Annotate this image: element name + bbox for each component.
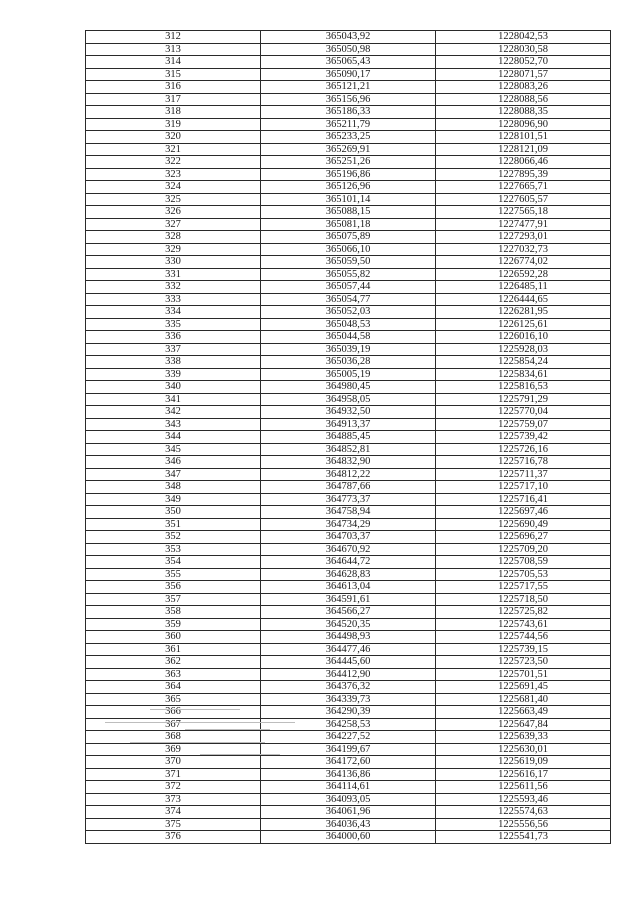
x-coordinate-cell: 365065,43 xyxy=(261,56,436,69)
point-number-cell: 354 xyxy=(86,556,261,569)
x-coordinate-cell: 364913,37 xyxy=(261,418,436,431)
y-coordinate-cell: 1225717,55 xyxy=(436,581,611,594)
y-coordinate-cell: 1228088,35 xyxy=(436,106,611,119)
table-row xyxy=(86,506,611,519)
y-coordinate-cell: 1226774,02 xyxy=(436,256,611,269)
x-coordinate-cell: 364980,45 xyxy=(261,381,436,394)
table-row xyxy=(86,281,611,294)
point-number-cell: 359 xyxy=(86,618,261,631)
point-number-cell: 352 xyxy=(86,531,261,544)
point-number-cell: 321 xyxy=(86,143,261,156)
point-number-cell: 332 xyxy=(86,281,261,294)
x-coordinate-cell: 365036,28 xyxy=(261,356,436,369)
y-coordinate-cell: 1225854,24 xyxy=(436,356,611,369)
y-coordinate-cell: 1226016,10 xyxy=(436,331,611,344)
table-row xyxy=(86,68,611,81)
scan-artifact-line xyxy=(185,729,270,730)
x-coordinate-cell: 364628,83 xyxy=(261,568,436,581)
y-coordinate-cell: 1225691,45 xyxy=(436,681,611,694)
y-coordinate-cell: 1225791,29 xyxy=(436,393,611,406)
table-row xyxy=(86,368,611,381)
table-row xyxy=(86,793,611,806)
y-coordinate-cell: 1227605,57 xyxy=(436,193,611,206)
y-coordinate-cell: 1225639,33 xyxy=(436,731,611,744)
y-coordinate-cell: 1228042,53 xyxy=(436,31,611,44)
x-coordinate-cell: 364376,32 xyxy=(261,681,436,694)
x-coordinate-cell: 365269,91 xyxy=(261,143,436,156)
x-coordinate-cell: 364644,72 xyxy=(261,556,436,569)
table-row xyxy=(86,643,611,656)
point-number-cell: 326 xyxy=(86,206,261,219)
x-coordinate-cell: 365251,26 xyxy=(261,156,436,169)
y-coordinate-cell: 1225928,03 xyxy=(436,343,611,356)
x-coordinate-cell: 364773,37 xyxy=(261,493,436,506)
scan-artifact-line xyxy=(105,722,295,723)
point-number-cell: 317 xyxy=(86,93,261,106)
table-row xyxy=(86,493,611,506)
point-number-cell: 363 xyxy=(86,668,261,681)
y-coordinate-cell: 1225556,56 xyxy=(436,818,611,831)
table-row xyxy=(86,343,611,356)
point-number-cell: 351 xyxy=(86,518,261,531)
point-number-cell: 323 xyxy=(86,168,261,181)
y-coordinate-cell: 1228088,56 xyxy=(436,93,611,106)
point-number-cell: 333 xyxy=(86,293,261,306)
table-row xyxy=(86,131,611,144)
point-number-cell: 316 xyxy=(86,81,261,94)
y-coordinate-cell: 1225616,17 xyxy=(436,768,611,781)
x-coordinate-cell: 365196,86 xyxy=(261,168,436,181)
x-coordinate-cell: 364670,92 xyxy=(261,543,436,556)
point-number-cell: 358 xyxy=(86,606,261,619)
table-row xyxy=(86,318,611,331)
y-coordinate-cell: 1225619,09 xyxy=(436,756,611,769)
x-coordinate-cell: 365055,82 xyxy=(261,268,436,281)
y-coordinate-cell: 1225574,63 xyxy=(436,806,611,819)
table-row xyxy=(86,418,611,431)
x-coordinate-cell: 365121,21 xyxy=(261,81,436,94)
x-coordinate-cell: 364258,53 xyxy=(261,718,436,731)
point-number-cell: 356 xyxy=(86,581,261,594)
point-number-cell: 325 xyxy=(86,193,261,206)
y-coordinate-cell: 1225696,27 xyxy=(436,531,611,544)
point-number-cell: 337 xyxy=(86,343,261,356)
x-coordinate-cell: 365044,58 xyxy=(261,331,436,344)
table-row xyxy=(86,181,611,194)
point-number-cell: 313 xyxy=(86,43,261,56)
x-coordinate-cell: 364136,86 xyxy=(261,768,436,781)
y-coordinate-cell: 1228096,90 xyxy=(436,118,611,131)
y-coordinate-cell: 1227895,39 xyxy=(436,168,611,181)
x-coordinate-cell: 365126,96 xyxy=(261,181,436,194)
table-row xyxy=(86,93,611,106)
y-coordinate-cell: 1225744,56 xyxy=(436,631,611,644)
point-number-cell: 336 xyxy=(86,331,261,344)
x-coordinate-cell: 364000,60 xyxy=(261,831,436,844)
table-row xyxy=(86,243,611,256)
y-coordinate-cell: 1225770,04 xyxy=(436,406,611,419)
table-row xyxy=(86,393,611,406)
table-row xyxy=(86,806,611,819)
point-number-cell: 355 xyxy=(86,568,261,581)
table-row xyxy=(86,256,611,269)
point-number-cell: 374 xyxy=(86,806,261,819)
point-number-cell: 330 xyxy=(86,256,261,269)
point-number-cell: 324 xyxy=(86,181,261,194)
point-number-cell: 348 xyxy=(86,481,261,494)
point-number-cell: 318 xyxy=(86,106,261,119)
table-row xyxy=(86,693,611,706)
point-number-cell: 353 xyxy=(86,543,261,556)
table-row xyxy=(86,706,611,719)
table-row xyxy=(86,556,611,569)
table-row xyxy=(86,106,611,119)
table-row xyxy=(86,743,611,756)
point-number-cell: 320 xyxy=(86,131,261,144)
point-number-cell: 327 xyxy=(86,218,261,231)
y-coordinate-cell: 1225726,16 xyxy=(436,443,611,456)
table-row xyxy=(86,781,611,794)
y-coordinate-cell: 1225593,46 xyxy=(436,793,611,806)
table-row xyxy=(86,668,611,681)
point-number-cell: 338 xyxy=(86,356,261,369)
point-number-cell: 360 xyxy=(86,631,261,644)
x-coordinate-cell: 365075,89 xyxy=(261,231,436,244)
point-number-cell: 370 xyxy=(86,756,261,769)
y-coordinate-cell: 1225759,07 xyxy=(436,418,611,431)
x-coordinate-cell: 365066,10 xyxy=(261,243,436,256)
point-number-cell: 312 xyxy=(86,31,261,44)
table-row xyxy=(86,31,611,44)
point-number-cell: 334 xyxy=(86,306,261,319)
table-row xyxy=(86,543,611,556)
point-number-cell: 319 xyxy=(86,118,261,131)
point-number-cell: 347 xyxy=(86,468,261,481)
x-coordinate-cell: 364787,66 xyxy=(261,481,436,494)
point-number-cell: 329 xyxy=(86,243,261,256)
table-row xyxy=(86,81,611,94)
y-coordinate-cell: 1227293,01 xyxy=(436,231,611,244)
x-coordinate-cell: 365233,25 xyxy=(261,131,436,144)
y-coordinate-cell: 1228030,58 xyxy=(436,43,611,56)
point-number-cell: 368 xyxy=(86,731,261,744)
y-coordinate-cell: 1227032,73 xyxy=(436,243,611,256)
x-coordinate-cell: 364412,90 xyxy=(261,668,436,681)
table-row xyxy=(86,168,611,181)
y-coordinate-cell: 1225709,20 xyxy=(436,543,611,556)
scan-artifact-line xyxy=(150,709,240,710)
table-row xyxy=(86,568,611,581)
y-coordinate-cell: 1226444,65 xyxy=(436,293,611,306)
table-row xyxy=(86,406,611,419)
y-coordinate-cell: 1227477,91 xyxy=(436,218,611,231)
x-coordinate-cell: 364520,35 xyxy=(261,618,436,631)
point-number-cell: 346 xyxy=(86,456,261,469)
y-coordinate-cell: 1225630,01 xyxy=(436,743,611,756)
point-number-cell: 341 xyxy=(86,393,261,406)
table-row xyxy=(86,606,611,619)
x-coordinate-cell: 365088,15 xyxy=(261,206,436,219)
table-row xyxy=(86,231,611,244)
point-number-cell: 375 xyxy=(86,818,261,831)
point-number-cell: 342 xyxy=(86,406,261,419)
point-number-cell: 362 xyxy=(86,656,261,669)
y-coordinate-cell: 1225681,40 xyxy=(436,693,611,706)
table-row xyxy=(86,456,611,469)
x-coordinate-cell: 364290,39 xyxy=(261,706,436,719)
point-number-cell: 314 xyxy=(86,56,261,69)
y-coordinate-cell: 1225697,46 xyxy=(436,506,611,519)
point-number-cell: 343 xyxy=(86,418,261,431)
point-number-cell: 345 xyxy=(86,443,261,456)
x-coordinate-cell: 364852,81 xyxy=(261,443,436,456)
y-coordinate-cell: 1226281,95 xyxy=(436,306,611,319)
x-coordinate-cell: 364199,67 xyxy=(261,743,436,756)
point-number-cell: 331 xyxy=(86,268,261,281)
table-row xyxy=(86,43,611,56)
y-coordinate-cell: 1225541,73 xyxy=(436,831,611,844)
point-number-cell: 328 xyxy=(86,231,261,244)
x-coordinate-cell: 365059,50 xyxy=(261,256,436,269)
y-coordinate-cell: 1225647,84 xyxy=(436,718,611,731)
x-coordinate-cell: 364339,73 xyxy=(261,693,436,706)
x-coordinate-cell: 365211,79 xyxy=(261,118,436,131)
x-coordinate-cell: 364061,96 xyxy=(261,806,436,819)
point-number-cell: 366 xyxy=(86,706,261,719)
x-coordinate-cell: 364227,52 xyxy=(261,731,436,744)
point-number-cell: 340 xyxy=(86,381,261,394)
table-row xyxy=(86,756,611,769)
point-number-cell: 367 xyxy=(86,718,261,731)
x-coordinate-cell: 365052,03 xyxy=(261,306,436,319)
point-number-cell: 339 xyxy=(86,368,261,381)
x-coordinate-cell: 364734,29 xyxy=(261,518,436,531)
y-coordinate-cell: 1225743,61 xyxy=(436,618,611,631)
x-coordinate-cell: 364758,94 xyxy=(261,506,436,519)
point-number-cell: 364 xyxy=(86,681,261,694)
point-number-cell: 361 xyxy=(86,643,261,656)
x-coordinate-cell: 364591,61 xyxy=(261,593,436,606)
x-coordinate-cell: 364885,45 xyxy=(261,431,436,444)
table-row xyxy=(86,331,611,344)
y-coordinate-cell: 1225716,41 xyxy=(436,493,611,506)
x-coordinate-cell: 365039,19 xyxy=(261,343,436,356)
y-coordinate-cell: 1225716,78 xyxy=(436,456,611,469)
x-coordinate-cell: 365081,18 xyxy=(261,218,436,231)
point-number-cell: 335 xyxy=(86,318,261,331)
y-coordinate-cell: 1225663,49 xyxy=(436,706,611,719)
x-coordinate-cell: 365057,44 xyxy=(261,281,436,294)
point-number-cell: 357 xyxy=(86,593,261,606)
y-coordinate-cell: 1225723,50 xyxy=(436,656,611,669)
y-coordinate-cell: 1226125,61 xyxy=(436,318,611,331)
table-row xyxy=(86,681,611,694)
x-coordinate-cell: 364812,22 xyxy=(261,468,436,481)
y-coordinate-cell: 1225708,59 xyxy=(436,556,611,569)
table-row xyxy=(86,206,611,219)
scan-artifact-line xyxy=(200,754,280,755)
table-row xyxy=(86,356,611,369)
table-row xyxy=(86,218,611,231)
x-coordinate-cell: 365043,92 xyxy=(261,31,436,44)
table-row xyxy=(86,518,611,531)
table-row xyxy=(86,656,611,669)
x-coordinate-cell: 364036,43 xyxy=(261,818,436,831)
table-row xyxy=(86,531,611,544)
table-row xyxy=(86,118,611,131)
x-coordinate-cell: 365090,17 xyxy=(261,68,436,81)
table-row xyxy=(86,593,611,606)
table-row xyxy=(86,818,611,831)
y-coordinate-cell: 1228052,70 xyxy=(436,56,611,69)
table-row xyxy=(86,443,611,456)
x-coordinate-cell: 365186,33 xyxy=(261,106,436,119)
x-coordinate-cell: 364703,37 xyxy=(261,531,436,544)
y-coordinate-cell: 1225711,37 xyxy=(436,468,611,481)
y-coordinate-cell: 1225718,50 xyxy=(436,593,611,606)
y-coordinate-cell: 1228101,51 xyxy=(436,131,611,144)
point-number-cell: 376 xyxy=(86,831,261,844)
x-coordinate-cell: 365048,53 xyxy=(261,318,436,331)
x-coordinate-cell: 364445,60 xyxy=(261,656,436,669)
table-row xyxy=(86,768,611,781)
table-row xyxy=(86,831,611,844)
point-number-cell: 350 xyxy=(86,506,261,519)
y-coordinate-cell: 1226592,28 xyxy=(436,268,611,281)
point-number-cell: 322 xyxy=(86,156,261,169)
table-row xyxy=(86,468,611,481)
y-coordinate-cell: 1225690,49 xyxy=(436,518,611,531)
y-coordinate-cell: 1228066,46 xyxy=(436,156,611,169)
table-row xyxy=(86,156,611,169)
y-coordinate-cell: 1225701,51 xyxy=(436,668,611,681)
table-row xyxy=(86,481,611,494)
x-coordinate-cell: 365005,19 xyxy=(261,368,436,381)
y-coordinate-cell: 1227665,71 xyxy=(436,181,611,194)
x-coordinate-cell: 365054,77 xyxy=(261,293,436,306)
table-row xyxy=(86,718,611,731)
x-coordinate-cell: 365156,96 xyxy=(261,93,436,106)
y-coordinate-cell: 1228071,57 xyxy=(436,68,611,81)
x-coordinate-cell: 364172,60 xyxy=(261,756,436,769)
x-coordinate-cell: 364932,50 xyxy=(261,406,436,419)
point-number-cell: 373 xyxy=(86,793,261,806)
scan-artifact-line xyxy=(130,742,265,743)
y-coordinate-cell: 1225725,82 xyxy=(436,606,611,619)
y-coordinate-cell: 1225705,53 xyxy=(436,568,611,581)
point-number-cell: 365 xyxy=(86,693,261,706)
x-coordinate-cell: 364093,05 xyxy=(261,793,436,806)
x-coordinate-cell: 364566,27 xyxy=(261,606,436,619)
table-row xyxy=(86,56,611,69)
x-coordinate-cell: 364958,05 xyxy=(261,393,436,406)
y-coordinate-cell: 1227565,18 xyxy=(436,206,611,219)
y-coordinate-cell: 1225739,15 xyxy=(436,643,611,656)
x-coordinate-cell: 364114,61 xyxy=(261,781,436,794)
x-coordinate-cell: 364832,90 xyxy=(261,456,436,469)
point-number-cell: 369 xyxy=(86,743,261,756)
point-number-cell: 315 xyxy=(86,68,261,81)
table-row xyxy=(86,293,611,306)
table-row xyxy=(86,381,611,394)
x-coordinate-cell: 365101,14 xyxy=(261,193,436,206)
table-row xyxy=(86,268,611,281)
point-number-cell: 344 xyxy=(86,431,261,444)
point-number-cell: 372 xyxy=(86,781,261,794)
y-coordinate-cell: 1225834,61 xyxy=(436,368,611,381)
table-row xyxy=(86,631,611,644)
y-coordinate-cell: 1228083,26 xyxy=(436,81,611,94)
x-coordinate-cell: 364477,46 xyxy=(261,643,436,656)
point-number-cell: 349 xyxy=(86,493,261,506)
point-number-cell: 371 xyxy=(86,768,261,781)
x-coordinate-cell: 364498,93 xyxy=(261,631,436,644)
y-coordinate-cell: 1225717,10 xyxy=(436,481,611,494)
y-coordinate-cell: 1225816,53 xyxy=(436,381,611,394)
table-row xyxy=(86,581,611,594)
table-row xyxy=(86,193,611,206)
table-row xyxy=(86,618,611,631)
y-coordinate-cell: 1228121,09 xyxy=(436,143,611,156)
x-coordinate-cell: 364613,04 xyxy=(261,581,436,594)
y-coordinate-cell: 1226485,11 xyxy=(436,281,611,294)
table-row xyxy=(86,143,611,156)
y-coordinate-cell: 1225739,42 xyxy=(436,431,611,444)
x-coordinate-cell: 365050,98 xyxy=(261,43,436,56)
y-coordinate-cell: 1225611,56 xyxy=(436,781,611,794)
table-row xyxy=(86,431,611,444)
table-row xyxy=(86,306,611,319)
